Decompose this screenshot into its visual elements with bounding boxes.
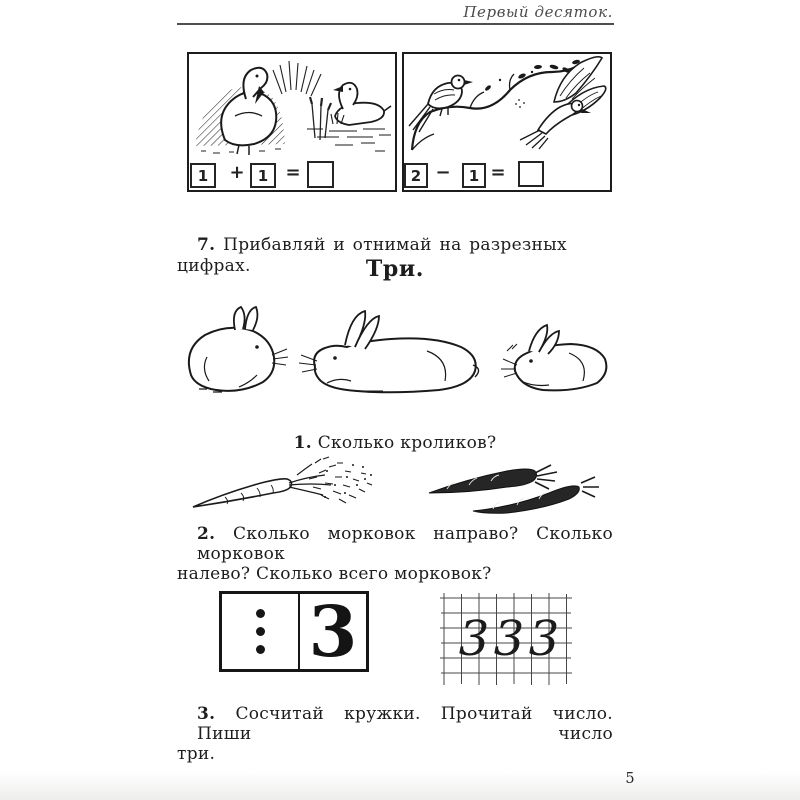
carrot-left	[193, 457, 372, 507]
addend-box-1: 1	[190, 163, 216, 188]
birds-illustration	[404, 54, 610, 158]
rabbit-1	[189, 307, 288, 392]
task-3	[177, 704, 613, 764]
picture-panel-addition	[187, 52, 397, 192]
task-7-text: Прибавляй и отнимай на разрезных цифрах.	[177, 235, 567, 276]
task-2-line-1	[177, 524, 613, 564]
subtrahend-box: 1	[462, 163, 486, 188]
handwritten-threes	[459, 611, 560, 667]
carrots-illustration	[177, 453, 613, 515]
task-2	[177, 524, 613, 584]
handwritten-three: 3	[458, 611, 490, 667]
header-rule	[177, 23, 614, 25]
carrot-greens	[297, 457, 372, 503]
equals-sign: =	[490, 162, 506, 183]
duck-figure	[333, 83, 391, 125]
minus-sign: −	[435, 162, 451, 183]
minuend-box: 2	[404, 163, 428, 188]
addend-box-2: 1	[250, 163, 276, 188]
section-title: Три.	[365, 256, 425, 282]
carrots-right	[429, 465, 599, 513]
rabbit-2	[299, 311, 479, 392]
counting-dot	[256, 645, 265, 654]
number-card	[219, 591, 369, 672]
rabbit-3	[501, 325, 606, 390]
number-card-dots	[222, 594, 300, 669]
perched-bird-figure	[409, 76, 473, 133]
task-1	[177, 433, 613, 453]
counting-dot	[256, 609, 265, 618]
task-3-line-1	[177, 704, 613, 744]
task-2-number: 2.	[197, 524, 216, 544]
number-card-digit: 3	[308, 590, 358, 673]
carrot-greens-dots	[324, 464, 372, 498]
three-rabbits-illustration	[177, 303, 613, 406]
reeds	[310, 97, 331, 140]
page-number: 5	[625, 771, 635, 787]
counting-dot	[256, 627, 265, 636]
task-1-number: 1.	[293, 433, 312, 453]
task-3-line-2: три.	[177, 744, 216, 764]
handwritten-three: 3	[528, 611, 560, 667]
task-7-number: 7.	[197, 235, 216, 255]
writing-grid	[440, 593, 572, 685]
handwritten-three: 3	[493, 611, 525, 667]
task-2-line-2: налево? Сколько всего морковок?	[177, 564, 492, 584]
tall-grass	[273, 61, 321, 96]
goose-and-duck-illustration	[189, 54, 395, 158]
running-title: Первый десяток.	[463, 3, 613, 21]
task-3-number: 3.	[197, 704, 216, 724]
answer-box	[307, 161, 334, 188]
picture-panel-subtraction	[402, 52, 612, 192]
task-2-text-1: Сколько морковок направо? Сколько морковок	[197, 524, 613, 564]
equals-sign: =	[285, 162, 301, 183]
answer-box	[518, 161, 544, 187]
task-1-text: Сколько кроликов?	[317, 433, 497, 453]
plus-sign: +	[229, 162, 245, 183]
task-3-text-1: Сосчитай кружки. Прочитай число. Пиши число	[197, 704, 613, 744]
